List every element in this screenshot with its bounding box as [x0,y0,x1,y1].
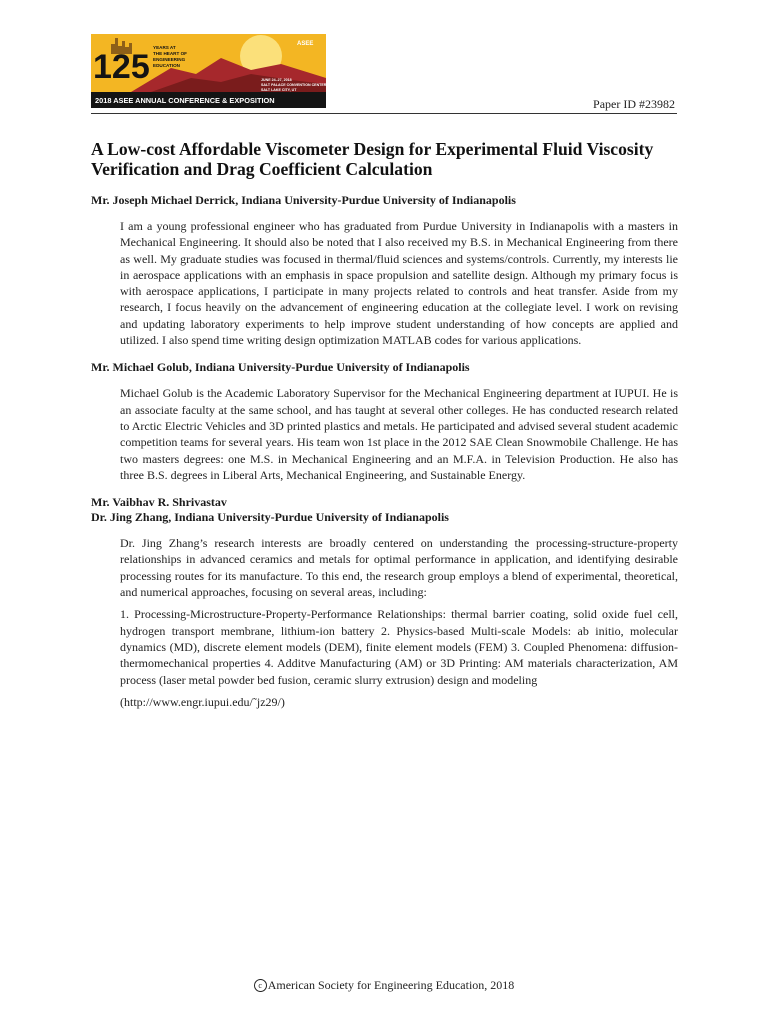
author-bio [120,535,678,710]
banner-dates: JUNE 24–27, 2018 [261,78,292,82]
conference-banner-graphic [91,34,326,108]
paper-title: A Low-cost Affordable Viscometer Design for Experimental Fluid Viscosity Verification and Drag Coefficient Calculation [91,139,654,179]
footer-text: American Society for Engineering Education, 2018 [267,978,515,992]
bio-paragraph: 1. Processing-Microstructure-Property-Performance Relationships: thermal barrier coating, solid oxide fuel cell, hydrogen transport membrane, lithium-ion battery 2. Physics-based Multi-scale Models: ab initio, molecular dynamics (MD), discrete element models (DEM), finite element models (FEM) 3. Coupled Phenomena: diffusion-thermomechanical properties 4. Additve Manufacturing (AM) or 3D Printing: AM materials characterization, AM process (laser metal powder bed fusion, ceramic slurry extrusion) design and modeling [120,607,678,687]
author-name: Mr. Vaibhav R. Shrivastav [91,495,227,510]
paper-id: Paper ID #23982 [593,97,675,111]
bio-paragraph: Michael Golub is the Academic Laboratory Supervisor for the Mechanical Engineering department at IUPUI. He is an associate faculty at the same school, and has taught at several other colleges. He has conducted research related to Arctic Electric Vehicles and 3D printed plastics and metals. He participated and advised several student academic competition teams for several years. His team won 1st place in the 2012 SAE Clean Snowmobile Challenge. He has two masters degrees: one M.S. in Mechanical Engineering and an M.F.A. in Television Production. He also has three B.S. degrees in Liberal Arts, Mechanical Engineering, and Sustainable Energy. [120,386,678,482]
banner-tagline-1: YEARS AT [153,45,176,50]
bio-paragraph: I am a young professional engineer who has graduated from Purdue University in Indianapolis with a masters in Mechanical Engineering. It should also be noted that I also received my B.S. in Mechanical Engineering from there as well. My graduate studies was focused in thermal/fluid sciences and systems/controls. Currently, my interests lie in aerospace applications with an emphasis in space propulsion and satellite design. Although my primary focus is with aerospace applications, I participate in many projects related to controls and heat transfer. Aside from my research, I focus heavily on the advancement of engineering education at the collegiate level. I work on revising and updating laboratory experiments to help improve student understanding of how concepts are applied and utilized. I also spend time writing design optimization MATLAB codes for various applications. [120,219,678,348]
author-name: Mr. Joseph Michael Derrick, Indiana University-Purdue University of Indianapolis [91,193,516,207]
banner-tagline-4: EDUCATION [153,63,180,68]
banner-venue: SALT PALACE CONVENTION CENTER [261,83,326,87]
banner-city: SALT LAKE CITY, UT [261,88,297,92]
header-rule [91,113,677,114]
author-name: Mr. Michael Golub, Indiana University-Purdue University of Indianapolis [91,360,470,375]
paper-content [91,139,678,722]
copyright-icon: c [254,979,267,992]
page-footer [0,978,768,993]
author-bio [120,385,678,483]
author-name: Dr. Jing Zhang, Indiana University-Purdue University of Indianapolis [91,510,449,525]
banner-conference-name: 2018 ASEE ANNUAL CONFERENCE & EXPOSITION [95,96,275,105]
author-bio [120,218,678,348]
conference-banner [91,34,326,108]
banner-tagline-3: ENGINEERING [153,57,186,62]
banner-tagline-2: THE HEART OF [153,51,187,56]
banner-org-logo: ASEE [297,41,314,47]
bio-link: (http://www.engr.iupui.edu/˜jz29/) [120,694,285,709]
bio-paragraph: Dr. Jing Zhang’s research interests are broadly centered on understanding the processing-structure-property relationships in advanced ceramics and metals for optimal performance in application, and identifying desirable processing routes for its manufacture. To this end, the research group employs a blend of experimental, theoretical, and numerical approaches, focusing on several areas, including: [120,536,678,600]
banner-number: 125 [93,48,150,86]
